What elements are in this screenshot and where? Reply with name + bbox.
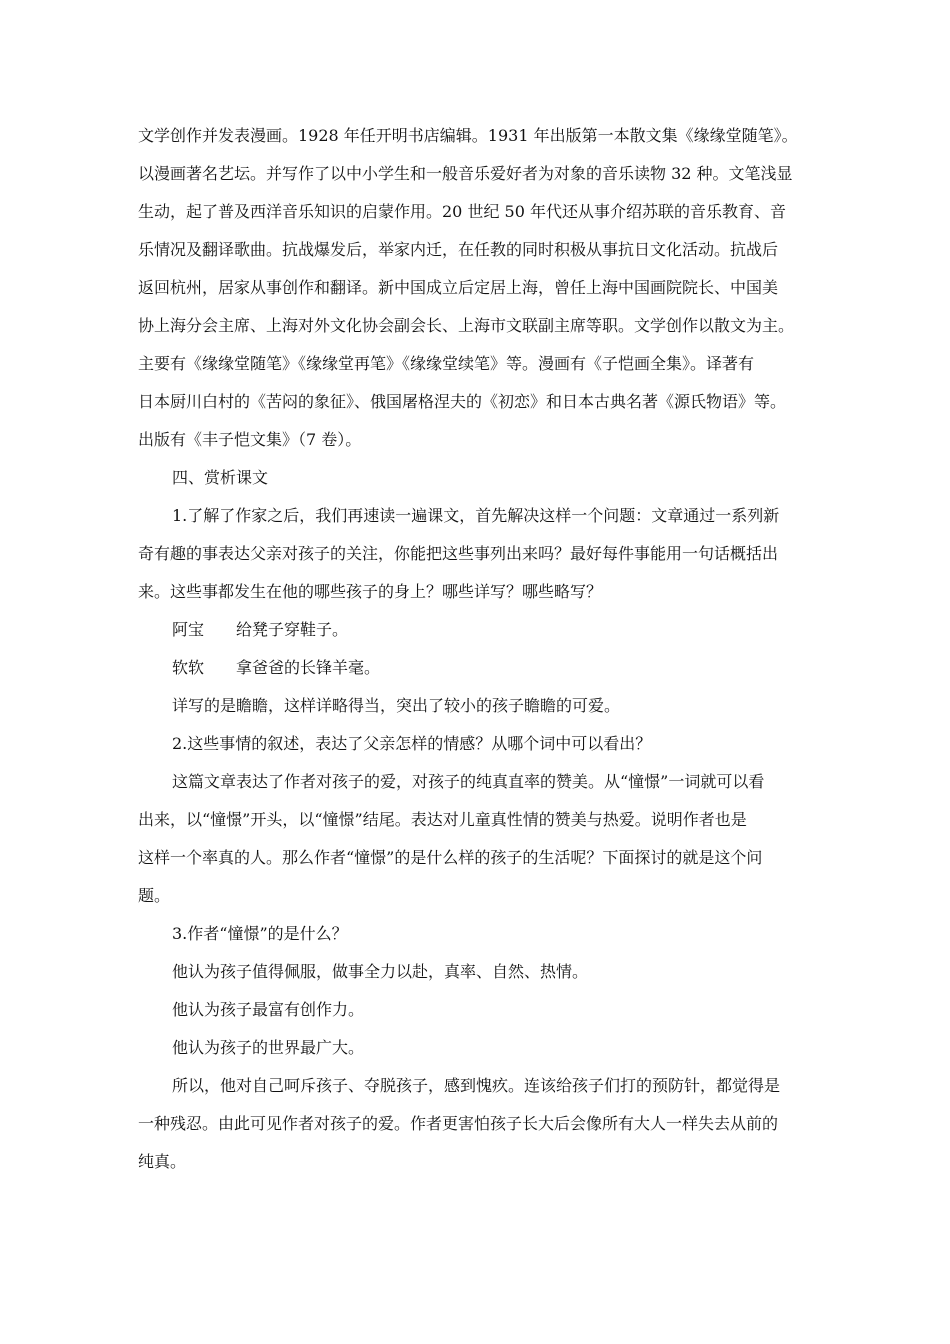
paragraph-line: 题。 bbox=[138, 886, 171, 905]
section-heading: 四、赏析课文 bbox=[172, 468, 269, 487]
paragraph-line: 一种残忍。由此可见作者对孩子的爱。作者更害怕孩子长大后会像所有大人一样失去从前的 bbox=[138, 1114, 779, 1133]
paragraph-line: 乐情况及翻译歌曲。抗战爆发后，举家内迁，在任教的同时积极从事抗日文化活动。抗战后 bbox=[138, 240, 779, 259]
paragraph-line: 生动，起了普及西洋音乐知识的启蒙作用。20 世纪 50 年代还从事介绍苏联的音乐教育、音 bbox=[138, 202, 786, 221]
child-event-row bbox=[138, 649, 824, 687]
paragraph-line: 来。这些事都发生在他的哪些孩子的身上？哪些详写？哪些略写？ bbox=[138, 582, 603, 601]
document-body bbox=[138, 117, 824, 1181]
paragraph-line: 3.作者“憧憬”的是什么？ bbox=[172, 924, 348, 943]
paragraph-line: 所以，他对自己呵斥孩子、夺脱孩子，感到愧疚。连该给孩子们打的预防针，都觉得是 bbox=[172, 1076, 781, 1095]
paragraph-line: 详写的是瞻瞻，这样详略得当，突出了较小的孩子瞻瞻的可爱。 bbox=[172, 696, 621, 715]
paragraph-line: 主要有《缘缘堂随笔》《缘缘堂再笔》《缘缘堂续笔》等。漫画有《子恺画全集》。译著有 bbox=[138, 354, 755, 373]
paragraph-line: 协上海分会主席、上海对外文化协会副会长、上海市文联副主席等职。文学创作以散文为主。 bbox=[138, 316, 795, 335]
child-event: 拿爸爸的长锋羊毫。 bbox=[236, 658, 381, 677]
paragraph-line: 他认为孩子最富有创作力。 bbox=[172, 1000, 365, 1019]
paragraph-line: 他认为孩子值得佩服，做事全力以赴，真率、自然、热情。 bbox=[172, 962, 589, 981]
child-name: 阿宝 bbox=[172, 620, 205, 639]
paragraph-line: 1.了解了作家之后，我们再速读一遍课文，首先解决这样一个问题：文章通过一系列新 bbox=[172, 506, 780, 525]
paragraph-line: 返回杭州，居家从事创作和翻译。新中国成立后定居上海，曾任上海中国画院院长、中国美 bbox=[138, 278, 779, 297]
paragraph-line: 这篇文章表达了作者对孩子的爱，对孩子的纯真直率的赞美。从“憧憬”一词就可以看 bbox=[172, 772, 765, 791]
paragraph-line: 这样一个率真的人。那么作者“憧憬”的是什么样的孩子的生活呢？下面探讨的就是这个问 bbox=[138, 848, 763, 867]
child-event-row bbox=[138, 611, 824, 649]
paragraph-line: 他认为孩子的世界最广大。 bbox=[172, 1038, 365, 1057]
paragraph-line: 出版有《丰子恺文集》（7 卷）。 bbox=[138, 430, 362, 449]
paragraph-line: 出来，以“憧憬”开头，以“憧憬”结尾。表达对儿童真性情的赞美与热爱。说明作者也是 bbox=[138, 810, 747, 829]
paragraph-line: 以漫画著名艺坛。并写作了以中小学生和一般音乐爱好者为对象的音乐读物 32 种。文笔浅显 bbox=[138, 164, 793, 183]
paragraph-line: 奇有趣的事表达父亲对孩子的关注，你能把这些事列出来吗？最好每件事能用一句话概括出 bbox=[138, 544, 779, 563]
paragraph-line: 纯真。 bbox=[138, 1152, 187, 1171]
paragraph-line: 文学创作并发表漫画。1928 年任开明书店编辑。1931 年出版第一本散文集《缘缘堂随笔》。 bbox=[138, 126, 798, 145]
paragraph-line: 日本厨川白村的《苦闷的象征》、俄国屠格涅夫的《初恋》和日本古典名著《源氏物语》等。 bbox=[138, 392, 787, 411]
paragraph-line: 2.这些事情的叙述，表达了父亲怎样的情感？从哪个词中可以看出？ bbox=[172, 734, 652, 753]
child-name: 软软 bbox=[172, 658, 205, 677]
child-event: 给凳子穿鞋子。 bbox=[236, 620, 349, 639]
